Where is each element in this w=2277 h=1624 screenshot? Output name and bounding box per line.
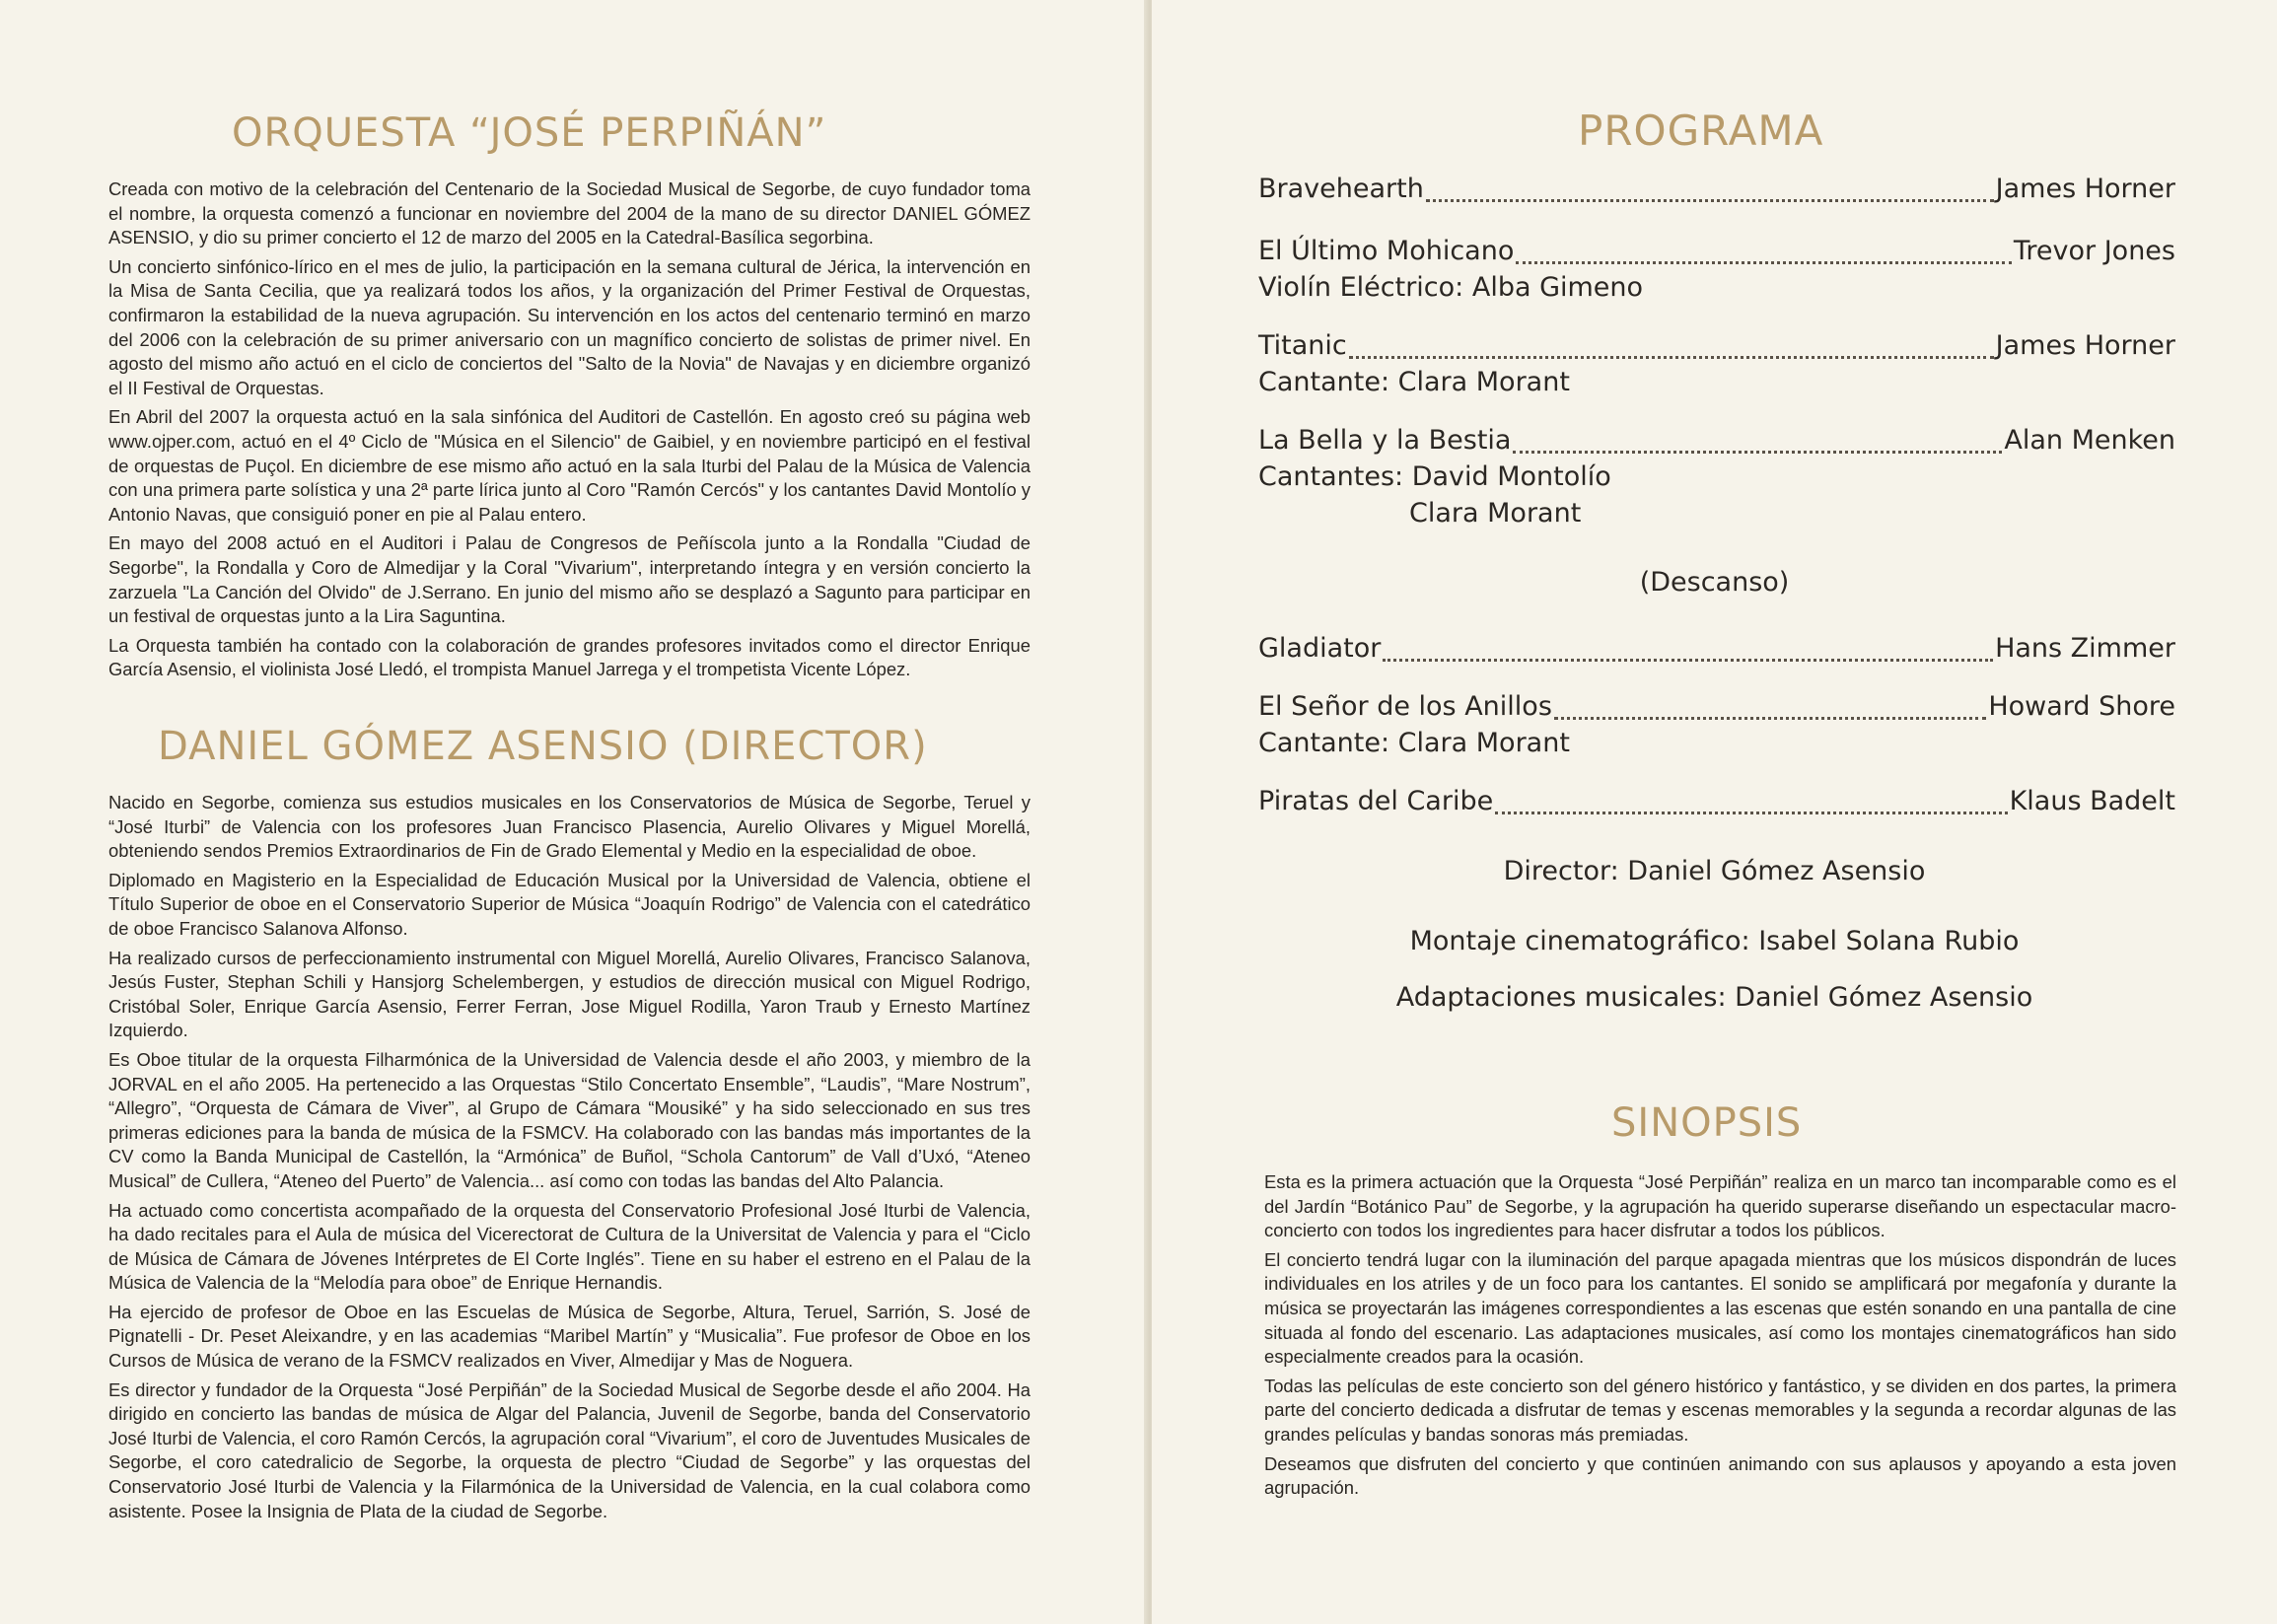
- director-heading: DANIEL GÓMEZ ASENSIO (DIRECTOR): [158, 724, 928, 769]
- composer: Klaus Badelt: [2009, 786, 2175, 816]
- program-item: [1258, 174, 2175, 210]
- composer: James Horner: [1995, 330, 2175, 361]
- orchestra-heading: ORQUESTA “JOSÉ PERPIÑÁN”: [232, 110, 827, 156]
- program-item: [1258, 330, 2175, 403]
- paragraph: Es director y fundador de la Orquesta “José Perpiñán” de la Sociedad Musical de Segorbe desde el año 2004. Ha dirigido en concierto las bandas de música de Algar del Palancia, Juvenil de Segorbe, banda del Conservatorio José Iturbi de Valencia, el coro Ramón Cercós, la agrupación coral “Vivarium”, el coro de Juventudes Musicales de Segorbe, el coro catedralicio de Segorbe, la orquesta de plectro “Ciudad de Segorbe” y las orquestas del Conservatorio José Iturbi de Valencia y la Filarmónica de la Universidad de Valencia, en la cual colabora como asistente. Posee la Insignia de Plata de la ciudad de Segorbe.: [108, 1378, 1031, 1521]
- program-item: [1258, 425, 2175, 534]
- leader-dots: [1554, 717, 1986, 720]
- paragraph: Un concierto sinfónico-lírico en el mes de julio, la participación en la semana cultural de Jérica, la intervención en la Misa de Santa Cecilia, que ya realizará todos los años, y la organización del Primer Festival de Orquestas, confirmaron la estabilidad de la nueva agrupación. Su intervención en los actos del centenario terminó en marzo del 2006 con la celebración de su primer aniversario con un magnífico concierto de solistas de primer nivel. En agosto del mismo año actuó en el ciclo de conciertos del "Salto de la Novia" de Navajas y en diciembre organizó el II Festival de Orquestas.: [108, 255, 1031, 398]
- paragraph: Esta es la primera actuación que la Orquesta “José Perpiñán” realiza en un marco tan incomparable como es el del Jardín “Botánico Pau” de Segorbe, y la agrupación ha querido superarse diseñando un espectacular macro-concierto con todos los ingredientes para hacer disfrutar a todos los públicos.: [1264, 1171, 2176, 1241]
- piece-title: El Último Mohicano: [1258, 236, 1515, 266]
- composer: Trevor Jones: [2013, 236, 2175, 266]
- paragraph: Diplomado en Magisterio en la Especialidad de Educación Musical por la Universidad de Valencia, obtiene el Título Superior de oboe en el Conservatorio Superior de Música “Joaquín Rodrigo” de Valencia con el catedrático de oboe Francisco Salanova Alfonso.: [108, 869, 1031, 939]
- program-item: [1258, 633, 2175, 670]
- composer: Alan Menken: [2004, 425, 2175, 456]
- paragraph: Deseamos que disfruten del concierto y que continúen animando con sus aplausos y apoyando a esta joven agrupación.: [1264, 1452, 2176, 1499]
- performer-line: Cantantes: David Montolío: [1258, 461, 1611, 492]
- montaje-credit: Montaje cinematográfico: Isabel Solana Rubio: [1409, 926, 2020, 956]
- paragraph: Ha ejercido de profesor de Oboe en las Escuelas de Música de Segorbe, Altura, Teruel, Sarrión, S. José de Pignatelli - Dr. Peset Aleixandre, y en las academias “Maribel Martín” y “Musicalia”. Fue profesor de Oboe en los Cursos de Música de verano de la FSMCV realizados en Viver, Almedijar y Mas de Noguera.: [108, 1301, 1031, 1372]
- paragraph: El concierto tendrá lugar con la iluminación del parque apagada mientras que los músicos dispondrán de luces individuales en los atriles y de un foco para los cantantes. El sonido se amplificará por megafonía y durante la música se proyectarán las imágenes correspondientes a las escenas que estén sonando en una pantalla de cine situada al fondo del escenario. Las adaptaciones musicales, así como los montajes cinematográficos han sido especialmente creados para la ocasión.: [1264, 1248, 2176, 1368]
- piece-title: Piratas del Caribe: [1258, 786, 1494, 816]
- leader-dots: [1426, 199, 1994, 202]
- paragraph: Todas las películas de este concierto son del género histórico y fantástico, y se dividen en dos partes, la primera parte del concierto dedicada a disfrutar de temas y escenas memorables y la segunda a recordar algunas de las grandes películas y bandas sonoras más premiadas.: [1264, 1375, 2176, 1445]
- piece-title: El Señor de los Anillos: [1258, 691, 1552, 722]
- program-item: [1258, 236, 2175, 309]
- composer: James Horner: [1995, 174, 2175, 204]
- paragraph: Ha actuado como concertista acompañado de la orquesta del Conservatorio Profesional José Iturbi de Valencia, ha dado recitales para el Aula de música del Vicerectorat de Cultura de la Universitat de Valencia y para el “Ciclo de Música de Cámara de Jóvenes Intérpretes de El Corte Inglés”. Tiene en su haber el estreno en el Palau de la Música de Valencia de la “Melodía para oboe” de Enrique Hernandis.: [108, 1199, 1031, 1294]
- adaptaciones-credit: Adaptaciones musicales: Daniel Gómez Asensio: [1395, 982, 2033, 1013]
- synopsis-text: [1264, 1170, 2176, 1506]
- paragraph: En mayo del 2008 actuó en el Auditori i Palau de Congresos de Peñíscola junto a la Rondalla "Ciudad de Segorbe", la Rondalla y Coro de Almedijar y la Coral "Vivarium", interpretando íntegra y en versión concierto la zarzuela "La Canción del Olvido" de J.Serrano. En junio del mismo año se desplazó a Sagunto para participar en un festival de orquestas junto a la Lira Saguntina.: [108, 532, 1031, 627]
- performer-line: Cantante: Clara Morant: [1258, 728, 1570, 758]
- right-page: [1152, 0, 2277, 1624]
- director-credit: Director: Daniel Gómez Asensio: [1503, 856, 1926, 886]
- program-list-part1: [1258, 174, 2175, 534]
- paragraph: Creada con motivo de la celebración del Centenario de la Sociedad Musical de Segorbe, de cuyo fundador toma el nombre, la orquesta comenzó a funcionar en noviembre del 2004 de la mano de su director DANIEL GÓMEZ ASENSIO, y dio su primer concierto el 12 de marzo del 2005 en la Catedral-Basílica segorbina.: [108, 178, 1031, 248]
- director-text: [108, 791, 1031, 1528]
- paragraph: La Orquesta también ha contado con la colaboración de grandes profesores invitados como el director Enrique García Asensio, el violinista José Lledó, el trompista Manuel Jarrega y el trompetista Vicente López.: [108, 634, 1031, 680]
- leader-dots: [1383, 659, 1993, 662]
- performer-line: Clara Morant: [1409, 498, 1582, 529]
- piece-title: Titanic: [1258, 330, 1347, 361]
- performer-line: Cantante: Clara Morant: [1258, 367, 1570, 397]
- composer: Hans Zimmer: [1995, 633, 2175, 664]
- program-heading: PROGRAMA: [1578, 106, 1824, 155]
- paragraph: Nacido en Segorbe, comienza sus estudios musicales en los Conservatorios de Música de Segorbe, Teruel y “José Iturbi” de Valencia con los profesores Juan Francisco Plasencia, Aurelio Olivares y Miguel Morellá, obteniendo sendos Premios Extraordinarios de Fin de Grado Elemental y Medio en la especialidad de oboe.: [108, 792, 1031, 862]
- performer-line: Violín Eléctrico: Alba Gimeno: [1258, 272, 1644, 303]
- program-list-part2: [1258, 633, 2175, 822]
- leader-dots: [1516, 261, 2012, 264]
- program-item: [1258, 691, 2175, 764]
- paragraph: En Abril del 2007 la orquesta actuó en la sala sinfónica del Auditori de Castellón. En agosto creó su página web www.ojper.com, actuó en el 4º Ciclo de "Música en el Silencio" de Gaibiel, y en noviembre participó en el festival de orquestas de Puçol. En diciembre de ese mismo año actuó en la sala Iturbi del Palau de la Música de Valencia con una primera parte solística y una 2ª parte lírica junto al Coro "Ramón Cercós" y los cantantes David Montolío y Antonio Navas, que consiguió poner en pie al Palau entero.: [108, 406, 1031, 525]
- program-item: [1258, 786, 2175, 822]
- orchestra-text: [108, 177, 1031, 687]
- leader-dots: [1349, 356, 1994, 359]
- synopsis-heading: SINOPSIS: [1611, 1100, 1803, 1146]
- composer: Howard Shore: [1988, 691, 2175, 722]
- piece-title: La Bella y la Bestia: [1258, 425, 1512, 456]
- paragraph: Ha realizado cursos de perfeccionamiento instrumental con Miguel Morellá, Aurelio Olivares, Francisco Salanova, Jesús Fuster, Stephan Schili y Hansjorg Schelembergen, y estudios de dirección musical con Miguel Rodrigo, Cristóbal Soler, Enrique García Asensio, Ferrer Ferran, Jose Miguel Rodilla, Yaron Traub y Ernesto Martínez Izquierdo.: [108, 947, 1031, 1041]
- leader-dots: [1513, 451, 2002, 454]
- paragraph: Es Oboe titular de la orquesta Filharmónica de la Universidad de Valencia desde el año 2003, y miembro de la JORVAL en el año 2005. Ha pertenecido a las Orquestas “Stilo Concertato Ensemble”, “Laudis”, “Mare Nostrum”, “Allegro”, “Orquesta de Cámara de Viver”, al Grupo de Cámara “Mousiké” y ha sido seleccionado en sus tres primeras ediciones para la banda de música de la FSMCV. Ha colaborado con las bandas más importantes de la CV como la Banda Municipal de Castellón, la “Armónica” de Buñol, “Schola Cantorum” de Vall d’Uxó, “Ateneo Musical” de Cullera, “Ateneo del Puerto” de Valencia... así como con todas las bandas del Alto Palancia.: [108, 1048, 1031, 1191]
- intermission: (Descanso): [1639, 567, 1790, 598]
- leader-dots: [1495, 812, 2007, 814]
- piece-title: Gladiator: [1258, 633, 1382, 664]
- piece-title: Bravehearth: [1258, 174, 1424, 204]
